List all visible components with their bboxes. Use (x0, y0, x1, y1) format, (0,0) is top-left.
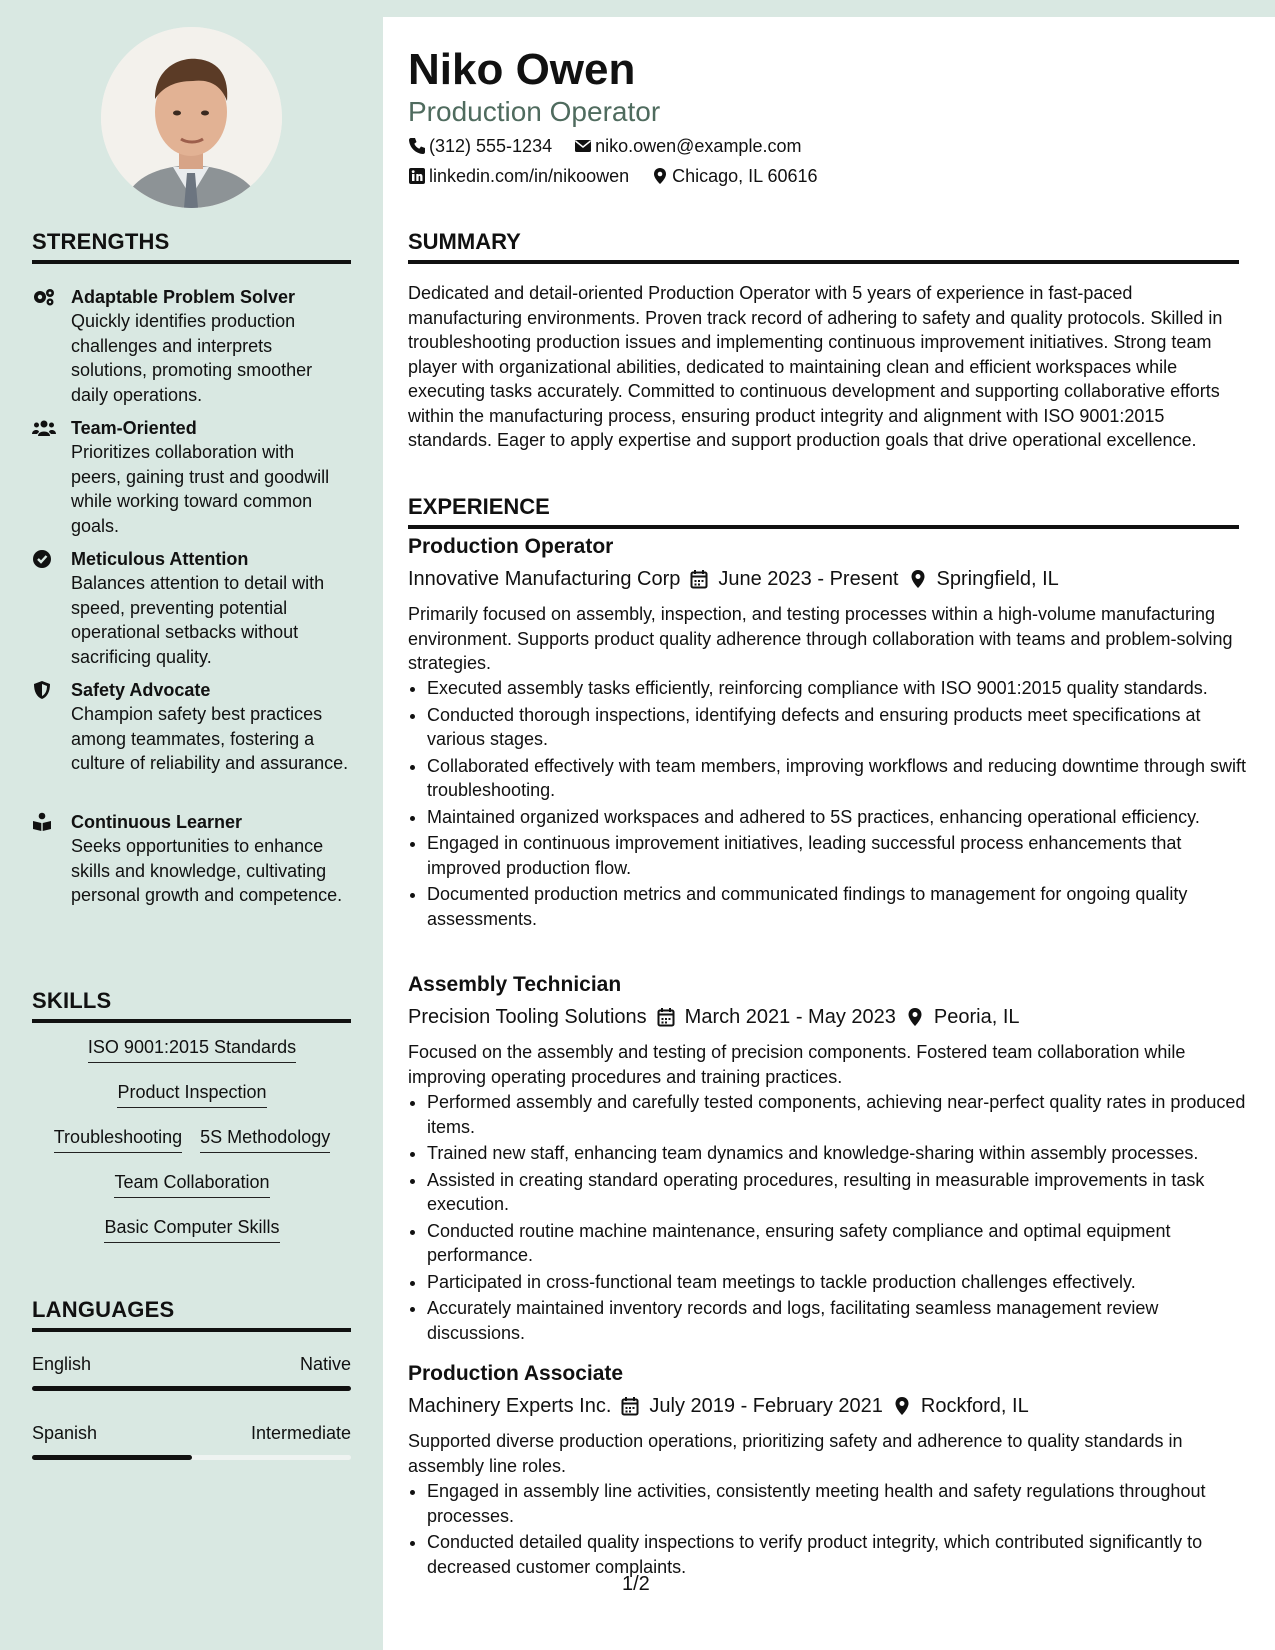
job-location: Springfield, IL (936, 568, 1059, 590)
strength-item (32, 810, 352, 908)
check-circle-icon (32, 549, 56, 569)
skill-tag: ISO 9001:2015 Standards (88, 1035, 296, 1063)
list-item: • Performed assembly and carefully tested components, achieving near-perfect quality rates in produced items. (427, 1090, 1259, 1139)
job-meta (408, 1004, 1020, 1030)
page-number: 1/2 (622, 1573, 650, 1595)
job-dates: July 2019 - February 2021 (649, 1395, 883, 1417)
list-item: • Engaged in continuous improvement initiatives, leading successful process enhancements that improved production flow. (427, 831, 1259, 880)
strength-item (32, 416, 352, 538)
list-item: • Assisted in creating standard operating procedures, resulting in measurable improvements in task execution. (427, 1168, 1259, 1217)
gears-icon (32, 287, 56, 307)
map-pin-icon (651, 167, 669, 185)
contact-row (408, 134, 801, 158)
experience-heading: EXPERIENCE (408, 494, 1239, 529)
language-item (32, 1421, 351, 1460)
job-bullets (408, 676, 1259, 933)
strength-item (32, 547, 352, 669)
calendar-icon (657, 1007, 675, 1027)
strength-title: Continuous Learner (71, 812, 243, 832)
job-title: Production Operator (408, 535, 614, 558)
skill-tag: Basic Computer Skills (104, 1215, 279, 1243)
strength-description: Balances attention to detail with speed, preventing potential operational setbacks without sacrificing quality. (71, 573, 325, 667)
users-icon (32, 418, 56, 438)
strengths-heading: STRENGTHS (32, 229, 351, 264)
company-name: Precision Tooling Solutions (408, 1006, 647, 1028)
skill-tag: 5S Methodology (200, 1125, 330, 1153)
list-item: • Participated in cross-functional team meetings to tackle production challenges effectively. (427, 1270, 1259, 1295)
linkedin-icon (408, 167, 426, 185)
strength-description: Quickly identifies production challenges and interprets solutions, promoting smoother daily operations. (71, 311, 313, 405)
list-item: • Collaborated effectively with team members, improving workflows and reducing downtime through swift troubleshooting. (427, 754, 1259, 803)
language-level: Intermediate (250, 1423, 351, 1443)
phone-text[interactable]: (312) 555-1234 (429, 136, 553, 156)
list-item: • Documented production metrics and communicated findings to management for ongoing quality assessments. (427, 882, 1259, 931)
summary-text: Dedicated and detail-oriented Production Operator with 5 years of experience in fast-paced manufacturing environments. Proven track record of adhering to safety and quality protocols. Skilled in troubleshooting production issues and implementing continuous improvement initiatives. Strong team player with organizational abilities, dedicated to maintaining clean and efficient workspaces while executing tasks accurately. Committed to continuous development and supporting collaborative efforts within the manufacturing process, ensuring product integrity and alignment with ISO 9001:2015 standards. Eager to apply expertise and support production goals that drive operational excellence. (408, 283, 1223, 450)
book-reader-icon (32, 812, 56, 832)
list-item: • Executed assembly tasks efficiently, reinforcing compliance with ISO 9001:2015 quality standards. (427, 676, 1259, 701)
strength-title: Adaptable Problem Solver (71, 287, 296, 307)
list-item: • Conducted routine machine maintenance, ensuring safety compliance and optimal equipment performance. (427, 1219, 1259, 1268)
language-name: English (32, 1354, 92, 1374)
job-dates: March 2021 - May 2023 (684, 1006, 896, 1028)
language-name: Spanish (32, 1423, 98, 1443)
linkedin-link[interactable]: linkedin.com/in/nikoowen (429, 166, 630, 186)
candidate-role: Production Operator (408, 96, 661, 127)
job-title: Production Associate (408, 1362, 624, 1385)
calendar-icon (690, 569, 708, 589)
company-name: Innovative Manufacturing Corp (408, 568, 681, 590)
summary-heading: SUMMARY (408, 229, 1239, 264)
skill-tag: Team Collaboration (114, 1170, 269, 1198)
map-pin-icon (909, 569, 927, 589)
skill-tag: Troubleshooting (54, 1125, 182, 1153)
contact-row (408, 164, 818, 188)
strength-item (32, 678, 352, 776)
skill-tag: Product Inspection (117, 1080, 266, 1108)
company-name: Machinery Experts Inc. (408, 1395, 612, 1417)
skills-heading: SKILLS (32, 988, 351, 1023)
strength-title: Safety Advocate (71, 680, 211, 700)
job-location: Rockford, IL (920, 1395, 1029, 1417)
job-description: Primarily focused on assembly, inspection, and testing processes within a high-volume manufacturing environment. Supports product quality adherence through collaboration with teams and problem-solving strategies. (408, 604, 1233, 673)
list-item: • Accurately maintained inventory records and logs, facilitating seamless management review discussions. (427, 1296, 1259, 1345)
job-dates: June 2023 - Present (718, 568, 899, 590)
list-item: • Conducted thorough inspections, identifying defects and ensuring products meet specifications at various stages. (427, 703, 1259, 752)
job-bullets (408, 1479, 1259, 1581)
job-description: Supported diverse production operations, prioritizing safety and adherence to quality standards in assembly line roles. (408, 1431, 1183, 1476)
location-text: Chicago, IL 60616 (672, 166, 818, 186)
envelope-icon (574, 137, 592, 155)
phone-icon (408, 137, 426, 155)
list-item: • Conducted detailed quality inspections to verify product integrity, which contributed significantly to decreased customer complaints. (427, 1530, 1259, 1579)
job-meta (408, 1393, 1029, 1419)
shield-icon (32, 680, 56, 700)
languages-heading: LANGUAGES (32, 1297, 351, 1332)
list-item: • Engaged in assembly line activities, consistently meeting health and safety regulations throughout processes. (427, 1479, 1259, 1528)
map-pin-icon (906, 1007, 924, 1027)
map-pin-icon (893, 1396, 911, 1416)
strength-description: Seeks opportunities to enhance skills and knowledge, cultivating personal growth and competence. (71, 836, 343, 905)
language-level: Native (299, 1354, 351, 1374)
calendar-icon (621, 1396, 639, 1416)
strength-description: Prioritizes collaboration with peers, gaining trust and goodwill while working toward common goals. (71, 442, 330, 536)
email-link[interactable]: niko.owen@example.com (595, 136, 802, 156)
job-description: Focused on the assembly and testing of precision components. Fostered team collaboration while improving operating procedures and training practices. (408, 1042, 1186, 1087)
job-bullets (408, 1090, 1259, 1347)
strength-description: Champion safety best practices among teammates, fostering a culture of reliability and assurance. (71, 704, 349, 773)
proficiency-bar (32, 1455, 351, 1460)
skills-list (32, 1035, 352, 1260)
job-title: Assembly Technician (408, 973, 622, 996)
proficiency-fill (32, 1386, 351, 1391)
proficiency-fill (32, 1455, 192, 1460)
strength-title: Meticulous Attention (71, 549, 249, 569)
job-meta (408, 566, 1059, 592)
job-location: Peoria, IL (933, 1006, 1020, 1028)
strength-title: Team-Oriented (71, 418, 197, 438)
strength-item (32, 285, 352, 407)
proficiency-bar (32, 1386, 351, 1391)
language-item (32, 1352, 351, 1391)
profile-photo (101, 27, 282, 208)
list-item: • Trained new staff, enhancing team dynamics and knowledge-sharing within assembly processes. (427, 1141, 1259, 1166)
list-item: • Maintained organized workspaces and adhered to 5S practices, enhancing operational efficiency. (427, 805, 1259, 830)
candidate-name: Niko Owen (408, 45, 636, 94)
